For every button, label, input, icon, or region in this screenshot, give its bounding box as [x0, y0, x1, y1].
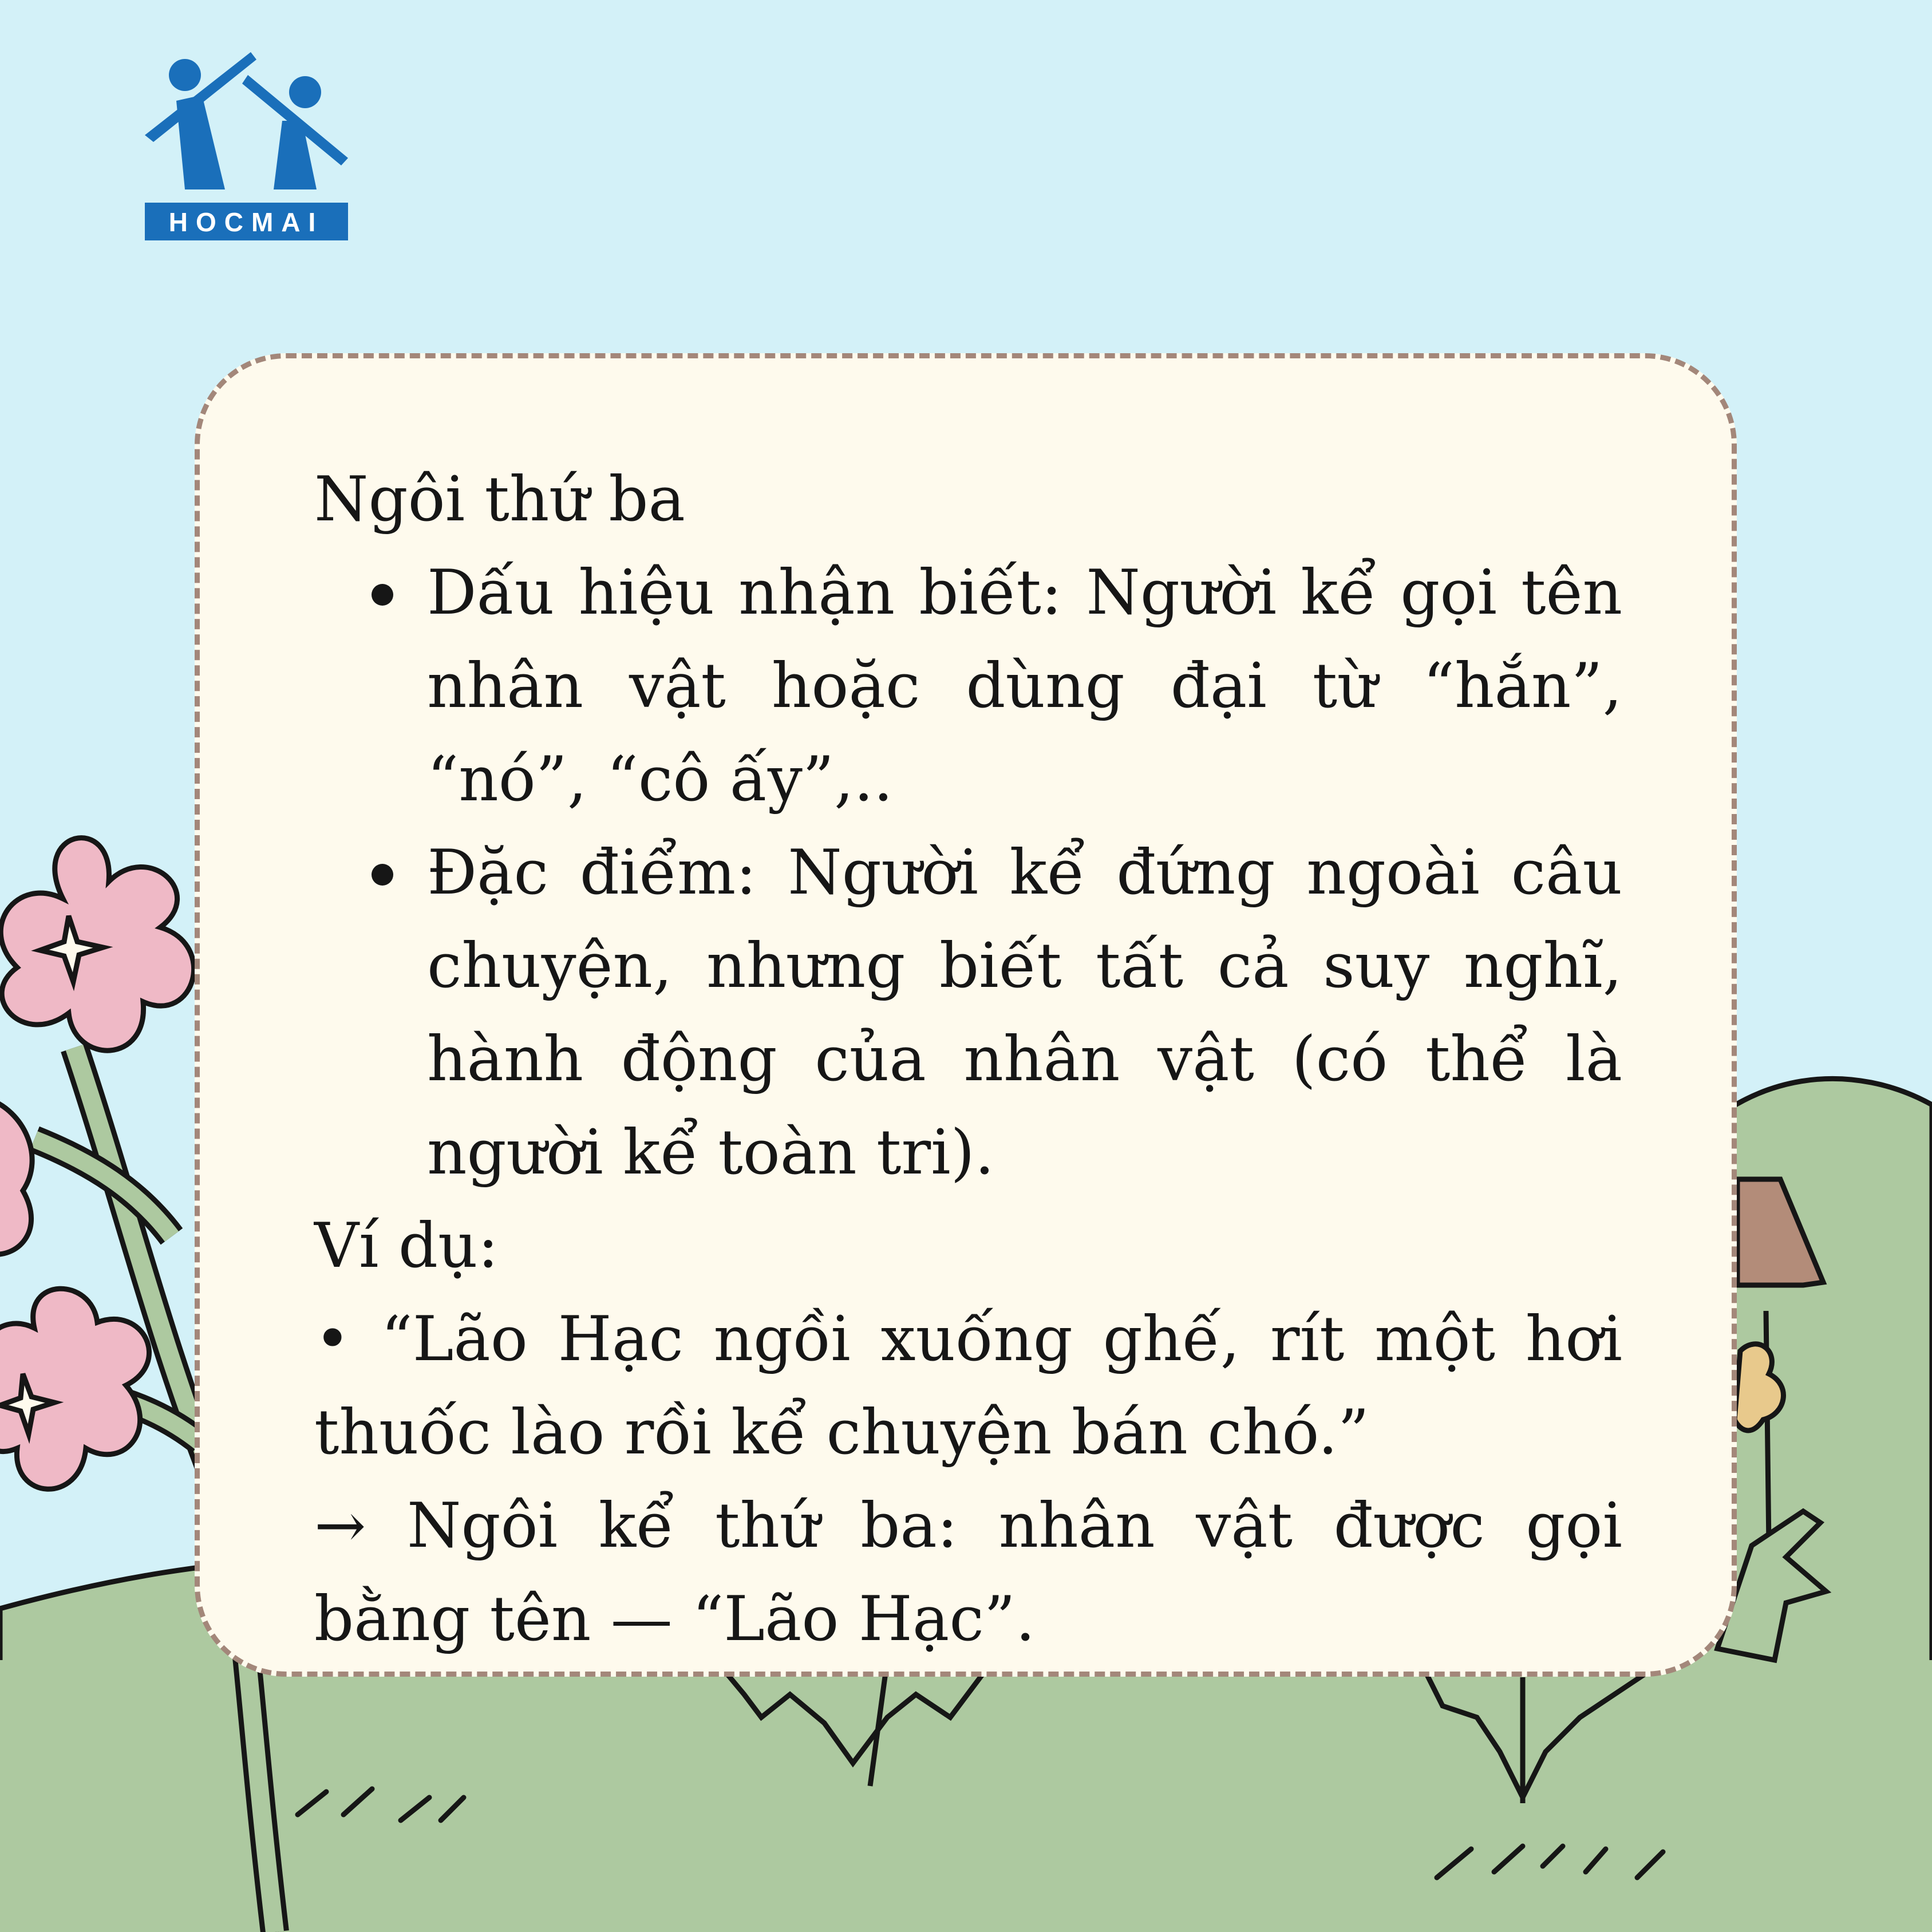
bullet-icon	[372, 584, 393, 606]
flower-icon	[0, 1099, 32, 1254]
flower-icon	[0, 1289, 149, 1489]
list-item	[314, 826, 1622, 1199]
bullet-list	[314, 546, 1622, 1199]
card-content	[314, 453, 1622, 1666]
section-heading: Ngôi thứ ba	[314, 464, 685, 535]
example-quote: • “Lão Hạc ngồi xuống ghế, rít một hơi thuốc lào rồi kể chuyện bán chó.”	[314, 1303, 1622, 1468]
ground	[0, 1660, 1932, 1932]
bullet-text-signs: Dấu hiệu nhận biết: Người kể gọi tên nhân vật hoặc dùng đại từ “hắn”, “nó”, “cô ấy”,..	[427, 557, 1622, 815]
hocmai-logo	[145, 49, 348, 247]
svg-text:HOCMAI: HOCMAI	[168, 207, 324, 237]
list-item	[314, 546, 1622, 826]
content-card	[195, 353, 1737, 1677]
example-label: Ví dụ:	[314, 1210, 499, 1282]
bullet-text-features: Đặc điểm: Người kể đứng ngoài câu chuyện, nhưng biết tất cả suy nghĩ, hành động của nhân vật (có thể là người kể toàn tri).	[427, 837, 1622, 1188]
conclusion-text: → Ngôi kể thứ ba: nhân vật được gọi bằng tên — “Lão Hạc”.	[314, 1490, 1622, 1655]
bullet-icon	[372, 864, 393, 886]
flower-icon	[1, 838, 193, 1051]
